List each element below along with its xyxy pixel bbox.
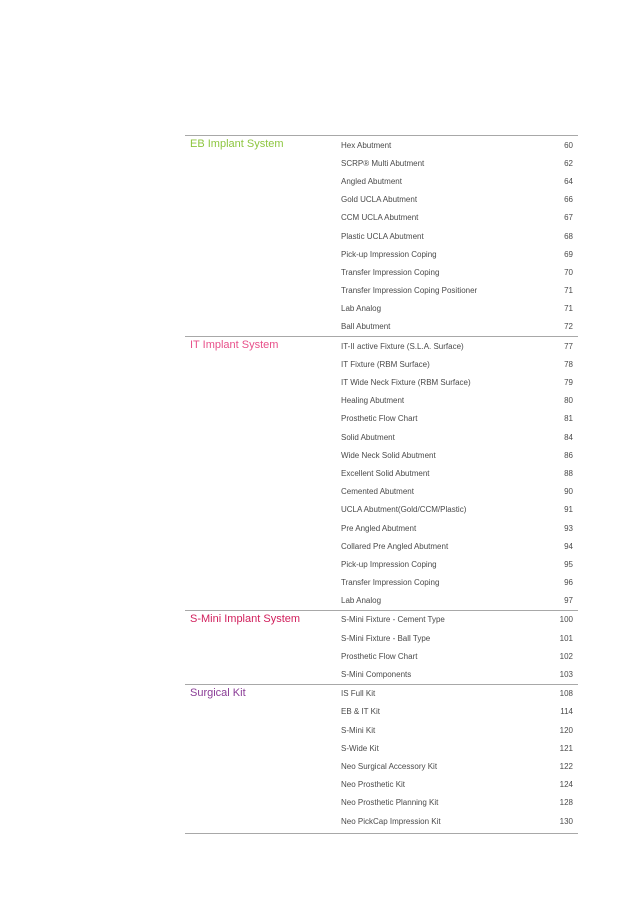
toc-entry[interactable]: [341, 136, 578, 154]
entry-page-number: 96: [564, 578, 573, 588]
section-title[interactable]: S-Mini Implant System: [190, 612, 301, 625]
toc-entry[interactable]: [341, 665, 578, 683]
toc-section: [185, 610, 578, 684]
toc-entry[interactable]: [341, 685, 578, 703]
entry-page-number: 114: [560, 707, 573, 717]
entry-page-number: 78: [564, 359, 573, 369]
entry-label: Pick-up Impression Coping: [341, 559, 437, 569]
section-title[interactable]: EB Implant System: [190, 138, 284, 150]
entry-label: UCLA Abutment(Gold/CCM/Plastic): [341, 505, 467, 515]
toc-entry[interactable]: [341, 592, 578, 610]
entry-label: Cemented Abutment: [341, 487, 414, 497]
entry-label: S-Wide Kit: [341, 743, 379, 753]
bottom-divider: [185, 833, 578, 834]
toc-entry[interactable]: [341, 812, 578, 830]
entry-label: Neo Prosthetic Planning Kit: [341, 798, 439, 808]
toc-entry[interactable]: [341, 428, 578, 446]
entry-label: Prosthetic Flow Chart: [341, 414, 418, 424]
entry-page-number: 68: [564, 231, 573, 241]
toc-entry[interactable]: [341, 794, 578, 812]
toc-section: [185, 135, 578, 336]
entry-list: [341, 337, 578, 610]
entry-page-number: 70: [564, 267, 573, 277]
entry-page-number: 102: [559, 651, 573, 661]
entry-page-number: 84: [564, 432, 573, 442]
entry-page-number: 88: [564, 468, 573, 478]
section-title[interactable]: Surgical Kit: [190, 686, 246, 699]
entry-page-number: 95: [564, 559, 573, 569]
toc-entry[interactable]: [341, 611, 578, 629]
entry-label: EB & IT Kit: [341, 707, 380, 717]
entry-label: Transfer Impression Coping Positioner: [341, 286, 478, 296]
entry-label: Neo PickCap Impression Kit: [341, 816, 441, 826]
entry-label: S-Mini Components: [341, 670, 412, 680]
entry-page-number: 100: [559, 615, 573, 625]
toc-entry[interactable]: [341, 154, 578, 172]
entry-page-number: 128: [559, 798, 573, 808]
entry-label: Transfer Impression Coping: [341, 267, 440, 277]
toc-entry[interactable]: [341, 245, 578, 263]
entry-label: S-Mini Fixture - Cement Type: [341, 615, 445, 625]
toc-entry[interactable]: [341, 555, 578, 573]
toc-entry[interactable]: [341, 464, 578, 482]
entry-page-number: 101: [559, 633, 573, 643]
entry-page-number: 71: [564, 304, 573, 314]
toc-entry[interactable]: [341, 629, 578, 647]
entry-page-number: 91: [564, 505, 573, 515]
entry-page-number: 67: [564, 213, 573, 223]
toc-section: [185, 336, 578, 610]
entry-label: Lab Analog: [341, 596, 382, 606]
entry-label: S-Mini Fixture - Ball Type: [341, 633, 431, 643]
entry-page-number: 80: [564, 396, 573, 406]
toc-entry[interactable]: [341, 282, 578, 300]
entry-page-number: 60: [564, 140, 573, 150]
entry-list: [341, 685, 578, 831]
toc-entry[interactable]: [341, 519, 578, 537]
entry-label: Solid Abutment: [341, 432, 395, 442]
toc-entry[interactable]: [341, 209, 578, 227]
entry-label: Transfer Impression Coping: [341, 578, 440, 588]
toc-entry[interactable]: [341, 172, 578, 190]
toc-entry[interactable]: [341, 263, 578, 281]
entry-label: Excellent Solid Abutment: [341, 468, 430, 478]
toc-entry[interactable]: [341, 446, 578, 464]
entry-label: Healing Abutment: [341, 396, 405, 406]
toc-entry[interactable]: [341, 227, 578, 245]
entry-page-number: 130: [559, 816, 573, 826]
toc-entry[interactable]: [341, 757, 578, 775]
entry-label: IT-II active Fixture (S.L.A. Surface): [341, 341, 464, 351]
toc-entry[interactable]: [341, 373, 578, 391]
entry-label: Pre Angled Abutment: [341, 523, 417, 533]
toc-entry[interactable]: [341, 337, 578, 355]
toc-entry[interactable]: [341, 318, 578, 336]
toc-entry[interactable]: [341, 537, 578, 555]
entry-page-number: 121: [559, 743, 573, 753]
toc-entry[interactable]: [341, 721, 578, 739]
entry-page-number: 124: [559, 780, 573, 790]
entry-page-number: 72: [564, 322, 573, 332]
entry-page-number: 64: [564, 176, 573, 186]
entry-label: Pick-up Impression Coping: [341, 249, 437, 259]
entry-label: Neo Surgical Accessory Kit: [341, 761, 438, 771]
toc-entry[interactable]: [341, 300, 578, 318]
entry-label: CCM UCLA Abutment: [341, 213, 419, 223]
entry-page-number: 86: [564, 450, 573, 460]
toc-entry[interactable]: [341, 355, 578, 373]
entry-label: Lab Analog: [341, 304, 382, 314]
entry-page-number: 93: [564, 523, 573, 533]
entry-label: Prosthetic Flow Chart: [341, 651, 418, 661]
entry-page-number: 71: [564, 286, 573, 296]
entry-label: S-Mini Kit: [341, 725, 376, 735]
entry-label: Angled Abutment: [341, 176, 402, 186]
toc-entry[interactable]: [341, 703, 578, 721]
toc-entry[interactable]: [341, 501, 578, 519]
entry-label: Plastic UCLA Abutment: [341, 231, 424, 241]
entry-label: Hex Abutment: [341, 140, 392, 150]
entry-label: Ball Abutment: [341, 322, 391, 332]
entry-label: Collared Pre Angled Abutment: [341, 541, 449, 551]
entry-list: [341, 136, 578, 336]
entry-page-number: 77: [564, 341, 573, 351]
entry-page-number: 103: [559, 670, 573, 680]
entry-label: IT Wide Neck Fixture (RBM Surface): [341, 378, 471, 388]
entry-label: IT Fixture (RBM Surface): [341, 359, 430, 369]
entry-page-number: 81: [564, 414, 573, 424]
entry-page-number: 66: [564, 195, 573, 205]
entry-page-number: 94: [564, 541, 573, 551]
entry-page-number: 108: [559, 689, 573, 699]
entry-label: SCRP® Multi Abutment: [341, 158, 425, 168]
entry-label: IS Full Kit: [341, 689, 376, 699]
entry-label: Wide Neck Solid Abutment: [341, 450, 436, 460]
toc-entry[interactable]: [341, 776, 578, 794]
entry-label: Gold UCLA Abutment: [341, 195, 418, 205]
entry-page-number: 62: [564, 158, 573, 168]
entry-list: [341, 611, 578, 684]
toc-entry[interactable]: [341, 647, 578, 665]
entry-page-number: 90: [564, 487, 573, 497]
toc-entry[interactable]: [341, 739, 578, 757]
toc-entry[interactable]: [341, 191, 578, 209]
section-title[interactable]: IT Implant System: [190, 339, 279, 352]
entry-page-number: 69: [564, 249, 573, 259]
toc-entry[interactable]: [341, 410, 578, 428]
table-of-contents: [185, 135, 578, 834]
entry-page-number: 97: [564, 596, 573, 606]
toc-entry[interactable]: [341, 392, 578, 410]
entry-label: Neo Prosthetic Kit: [341, 780, 406, 790]
entry-page-number: 120: [559, 725, 573, 735]
toc-section: [185, 684, 578, 831]
entry-page-number: 122: [559, 761, 573, 771]
toc-entry[interactable]: [341, 574, 578, 592]
toc-entry[interactable]: [341, 483, 578, 501]
entry-page-number: 79: [564, 378, 573, 388]
